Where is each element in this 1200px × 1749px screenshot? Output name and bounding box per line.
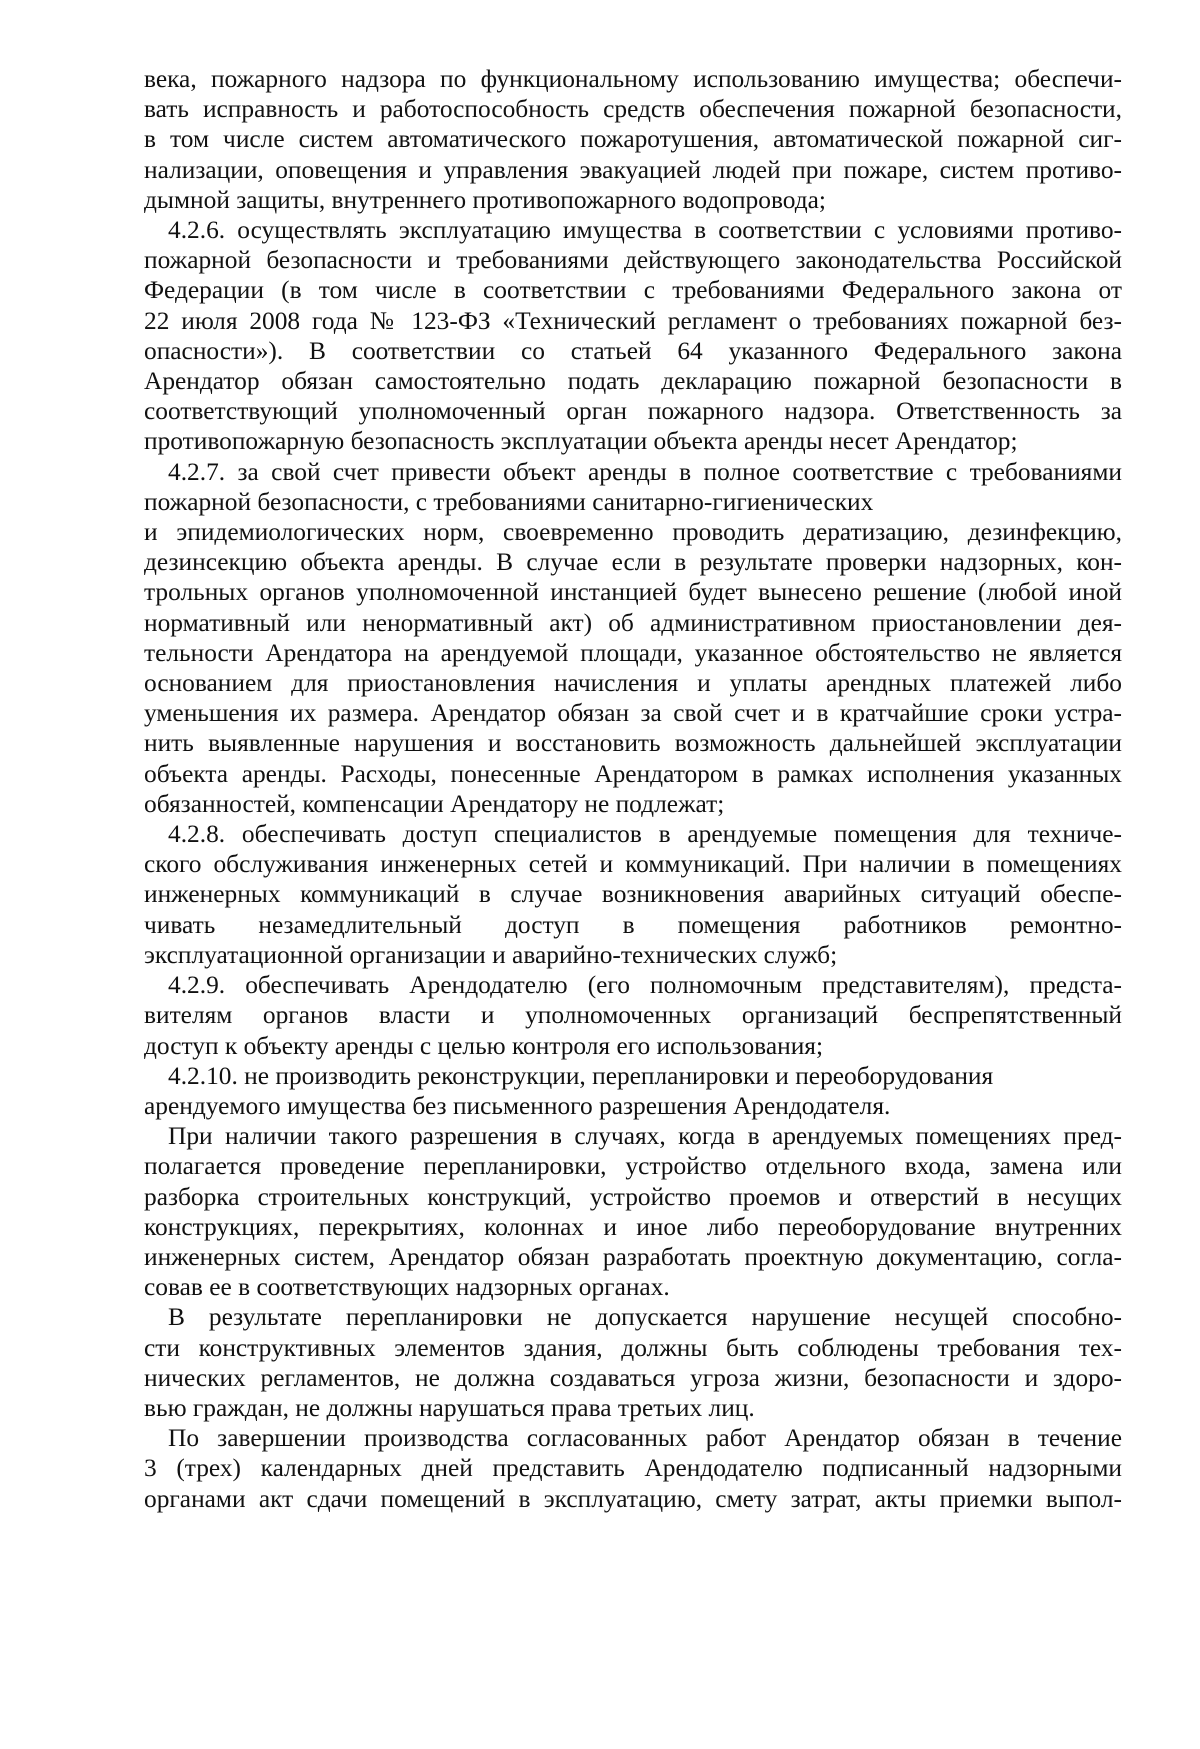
text-line: нических регламентов, не должна создаваться угроза жизни, безопасности и здоро- [144,1363,1122,1392]
text-line: инженерных коммуникаций в случае возникновения аварийных ситуаций обеспе- [144,880,1122,909]
text-line: обязанностей, компенсации Арендатору не подлежат; [144,789,725,818]
paragraph-continuation [144,64,1122,215]
text-line: уменьшения их размера. Арендатор обязан за свой счет и в кратчайшие сроки устра- [144,699,1122,728]
paragraph-completion [144,1423,1122,1514]
text-line: вать исправность и работоспособность средств обеспечения пожарной безопасности, [144,95,1122,124]
text-line: доступ к объекту аренды с целью контроля его использования; [144,1031,824,1060]
paragraph-4-2-7 [144,457,1122,819]
text-line: дезинсекцию объекта аренды. В случае если в результате проверки надзорных, кон- [144,548,1122,577]
text-line: пожарной безопасности и требованиями действующего законодательства Российской [144,246,1122,275]
text-line: века, пожарного надзора по функциональному использованию имущества; обеспечи- [144,65,1122,93]
text-line: соответствующий уполномоченный орган пожарного надзора. Ответственность за [144,397,1122,426]
paragraph-permission [144,1121,1122,1302]
paragraph-4-2-10 [144,1061,1122,1121]
text-line: арендуемого имущества без письменного разрешения Арендодателя. [144,1091,891,1120]
text-line: и эпидемиологических норм, своевременно проводить дератизацию, дезинфекцию, [144,518,1122,547]
text-line: сти конструктивных элементов здания, должны быть соблюдены требования тех- [144,1333,1122,1362]
text-line: пожарной безопасности, с требованиями санитарно-гигиенических [144,487,874,516]
text-line: чивать незамедлительный доступ в помещения работников ремонтно- [144,910,1122,939]
text-line: основанием для приостановления начисления и уплаты арендных платежей либо [144,669,1122,698]
text-line: нализации, оповещения и управления эвакуацией людей при пожаре, систем противо- [144,155,1122,184]
text-line: нить выявленные нарушения и восстановить возможность дальнейшей эксплуатации [144,729,1122,758]
text-line: органами акт сдачи помещений в эксплуатацию, смету затрат, акты приемки выпол- [144,1484,1122,1513]
text-line: По завершении производства согласованных работ Арендатор обязан в течение [168,1424,1122,1453]
text-line: 4.2.9. обеспечивать Арендодателю (его полномочным представителям), предста- [168,971,1122,1000]
text-line: 3 (трех) календарных дней представить Арендодателю подписанный надзорными [144,1454,1122,1483]
text-line: дымной защиты, внутреннего противопожарного водопровода; [144,185,826,214]
text-line: При наличии такого разрешения в случаях, когда в арендуемых помещениях пред- [168,1122,1122,1151]
text-line: Федерации (в том числе в соответствии с требованиями Федерального закона от [144,276,1122,305]
text-line: совав ее в соответствующих надзорных органах. [144,1273,670,1302]
text-line: конструкциях, перекрытиях, колоннах и иное либо переоборудование внутренних [144,1212,1122,1241]
text-line: противопожарную безопасность эксплуатации объекта аренды несет Арендатор; [144,427,1018,456]
text-line: нормативный или ненормативный акт) об административном приостановлении дея- [144,608,1122,637]
paragraph-result [144,1302,1122,1423]
text-line: 4.2.8. обеспечивать доступ специалистов в арендуемые помещения для техниче- [168,820,1122,849]
text-line: 4.2.7. за свой счет привести объект аренды в полное соответствие с требованиями [168,457,1122,486]
text-line: разборка строительных конструкций, устройство проемов и отверстий в несущих [144,1182,1122,1211]
text-line: Арендатор обязан самостоятельно подать декларацию пожарной безопасности в [144,367,1122,396]
text-line: 22 июля 2008 года № 123-ФЗ «Технический регламент о требованиях пожарной без- [144,306,1122,335]
document-page [144,64,1122,1514]
text-line: ского обслуживания инженерных сетей и коммуникаций. При наличии в помещениях [144,850,1122,879]
text-line: вью граждан, не должны нарушаться права третьих лиц. [144,1393,755,1422]
paragraph-4-2-9 [144,970,1122,1061]
text-line: 4.2.6. осуществлять эксплуатацию имущества в соответствии с условиями противо- [168,216,1122,245]
paragraph-4-2-6 [144,215,1122,457]
text-line: эксплуатационной организации и аварийно-технических служб; [144,940,838,969]
text-line: трольных органов уполномоченной инстанцией будет вынесено решение (любой иной [144,578,1122,607]
text-line: полагается проведение перепланировки, устройство отдельного входа, замена или [144,1152,1122,1181]
paragraph-4-2-8 [144,819,1122,970]
text-line: в том числе систем автоматического пожаротушения, автоматической пожарной сиг- [144,125,1122,154]
text-line: опасности»). В соответствии со статьей 64 указанного Федерального закона [144,336,1122,365]
text-line: 4.2.10. не производить реконструкции, перепланировки и переоборудования [168,1061,994,1090]
text-line: инженерных систем, Арендатор обязан разработать проектную документацию, согла- [144,1242,1122,1271]
text-line: объекта аренды. Расходы, понесенные Арендатором в рамках исполнения указанных [144,759,1122,788]
text-line: тельности Арендатора на арендуемой площади, указанное обстоятельство не является [144,638,1122,667]
text-line: вителям органов власти и уполномоченных организаций беспрепятственный [144,1001,1122,1030]
text-line: В результате перепланировки не допускается нарушение несущей способно- [168,1303,1122,1332]
